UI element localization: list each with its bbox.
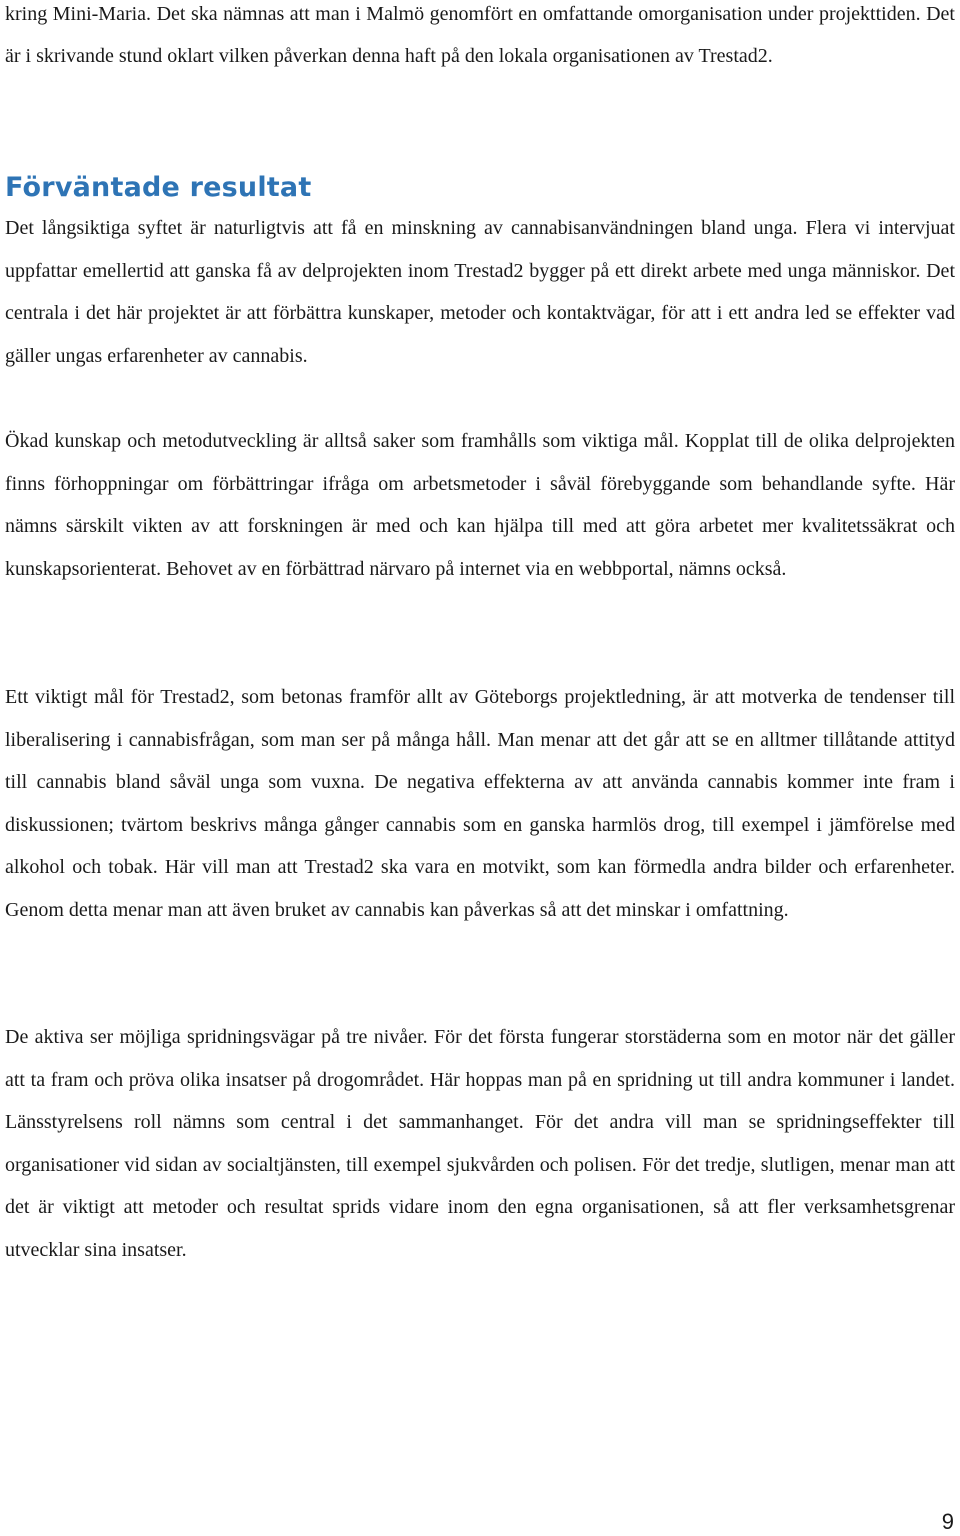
section-heading: Förväntade resultat <box>5 172 312 203</box>
page-number: 9 <box>941 1509 954 1534</box>
paragraph-counter-liberalisation: Ett viktigt mål för Trestad2, som betonas framför allt av Göteborgs projektledning, är att motverka de tendenser till liberalisering i cannabisfrågan, som man ser på många håll. Man menar att det går att se en alltmer tillåtande attityd till cannabis bland såväl unga som vuxna. De negativa effekterna av att använda cannabis kommer inte fram i diskussionen; tvärtom beskrivs många gånger cannabis som en ganska harmlös drog, till exempel i jämförelse med alkohol och tobak. Här vill man att Trestad2 ska vara en motvikt, som kan förmedla andra bilder och erfarenheter. Genom detta menar man att även bruket av cannabis kan påverkas så att det minskar i omfattning. <box>5 686 955 921</box>
paragraph-dissemination: De aktiva ser möjliga spridningsvägar på tre nivåer. För det första fungerar storstäderna som en motor när det gäller att ta fram och pröva olika insatser på drogområdet. Här hoppas man på en spridning ut till andra kommuner i landet. Länsstyrelsens roll nämns som central i det sammanhanget. För det andra vill man se spridningseffekter till organisationer vid sidan av socialtjänsten, till exempel sjukvården och polisen. För det tredje, slutligen, menar man att det är viktigt att metoder och resultat sprids vidare inom den egna organisationen, så att fler verksamhetsgrenar utvecklar sina insatser. <box>5 1026 955 1261</box>
paragraph-expected-results: Det långsiktiga syftet är naturligtvis att få en minskning av cannabisanvändningen bland unga. Flera vi intervjuat uppfattar emellertid att ganska få av delprojekten inom Trestad2 bygger på ett direkt arbete med unga människor. Det centrala i det här projektet är att förbättra kunskaper, metoder och kontaktvägar, för att i ett andra led se effekter vad gäller ungas erfarenheter av cannabis. <box>5 217 955 368</box>
paragraph-continuation: kring Mini-Maria. Det ska nämnas att man i Malmö genomfört en omfattande omorganisation under projekttiden. Det är i skrivande stund oklart vilken påverkan denna haft på den lokala organisationen av Trestad2. <box>5 3 955 67</box>
paragraph-knowledge-methods: Ökad kunskap och metodutveckling är alltså saker som framhålls som viktiga mål. Kopplat till de olika delprojekten finns förhoppningar om förbättringar ifråga om arbetsmetoder i såväl förebyggande som behandlande syfte. Här nämns särskilt vikten av att forskningen är med och kan hjälpa till med att göra arbetet mer kvalitetssäkrat och kunskapsorienterat. Behovet av en förbättrad närvaro på internet via en webbportal, nämns också. <box>5 430 955 580</box>
